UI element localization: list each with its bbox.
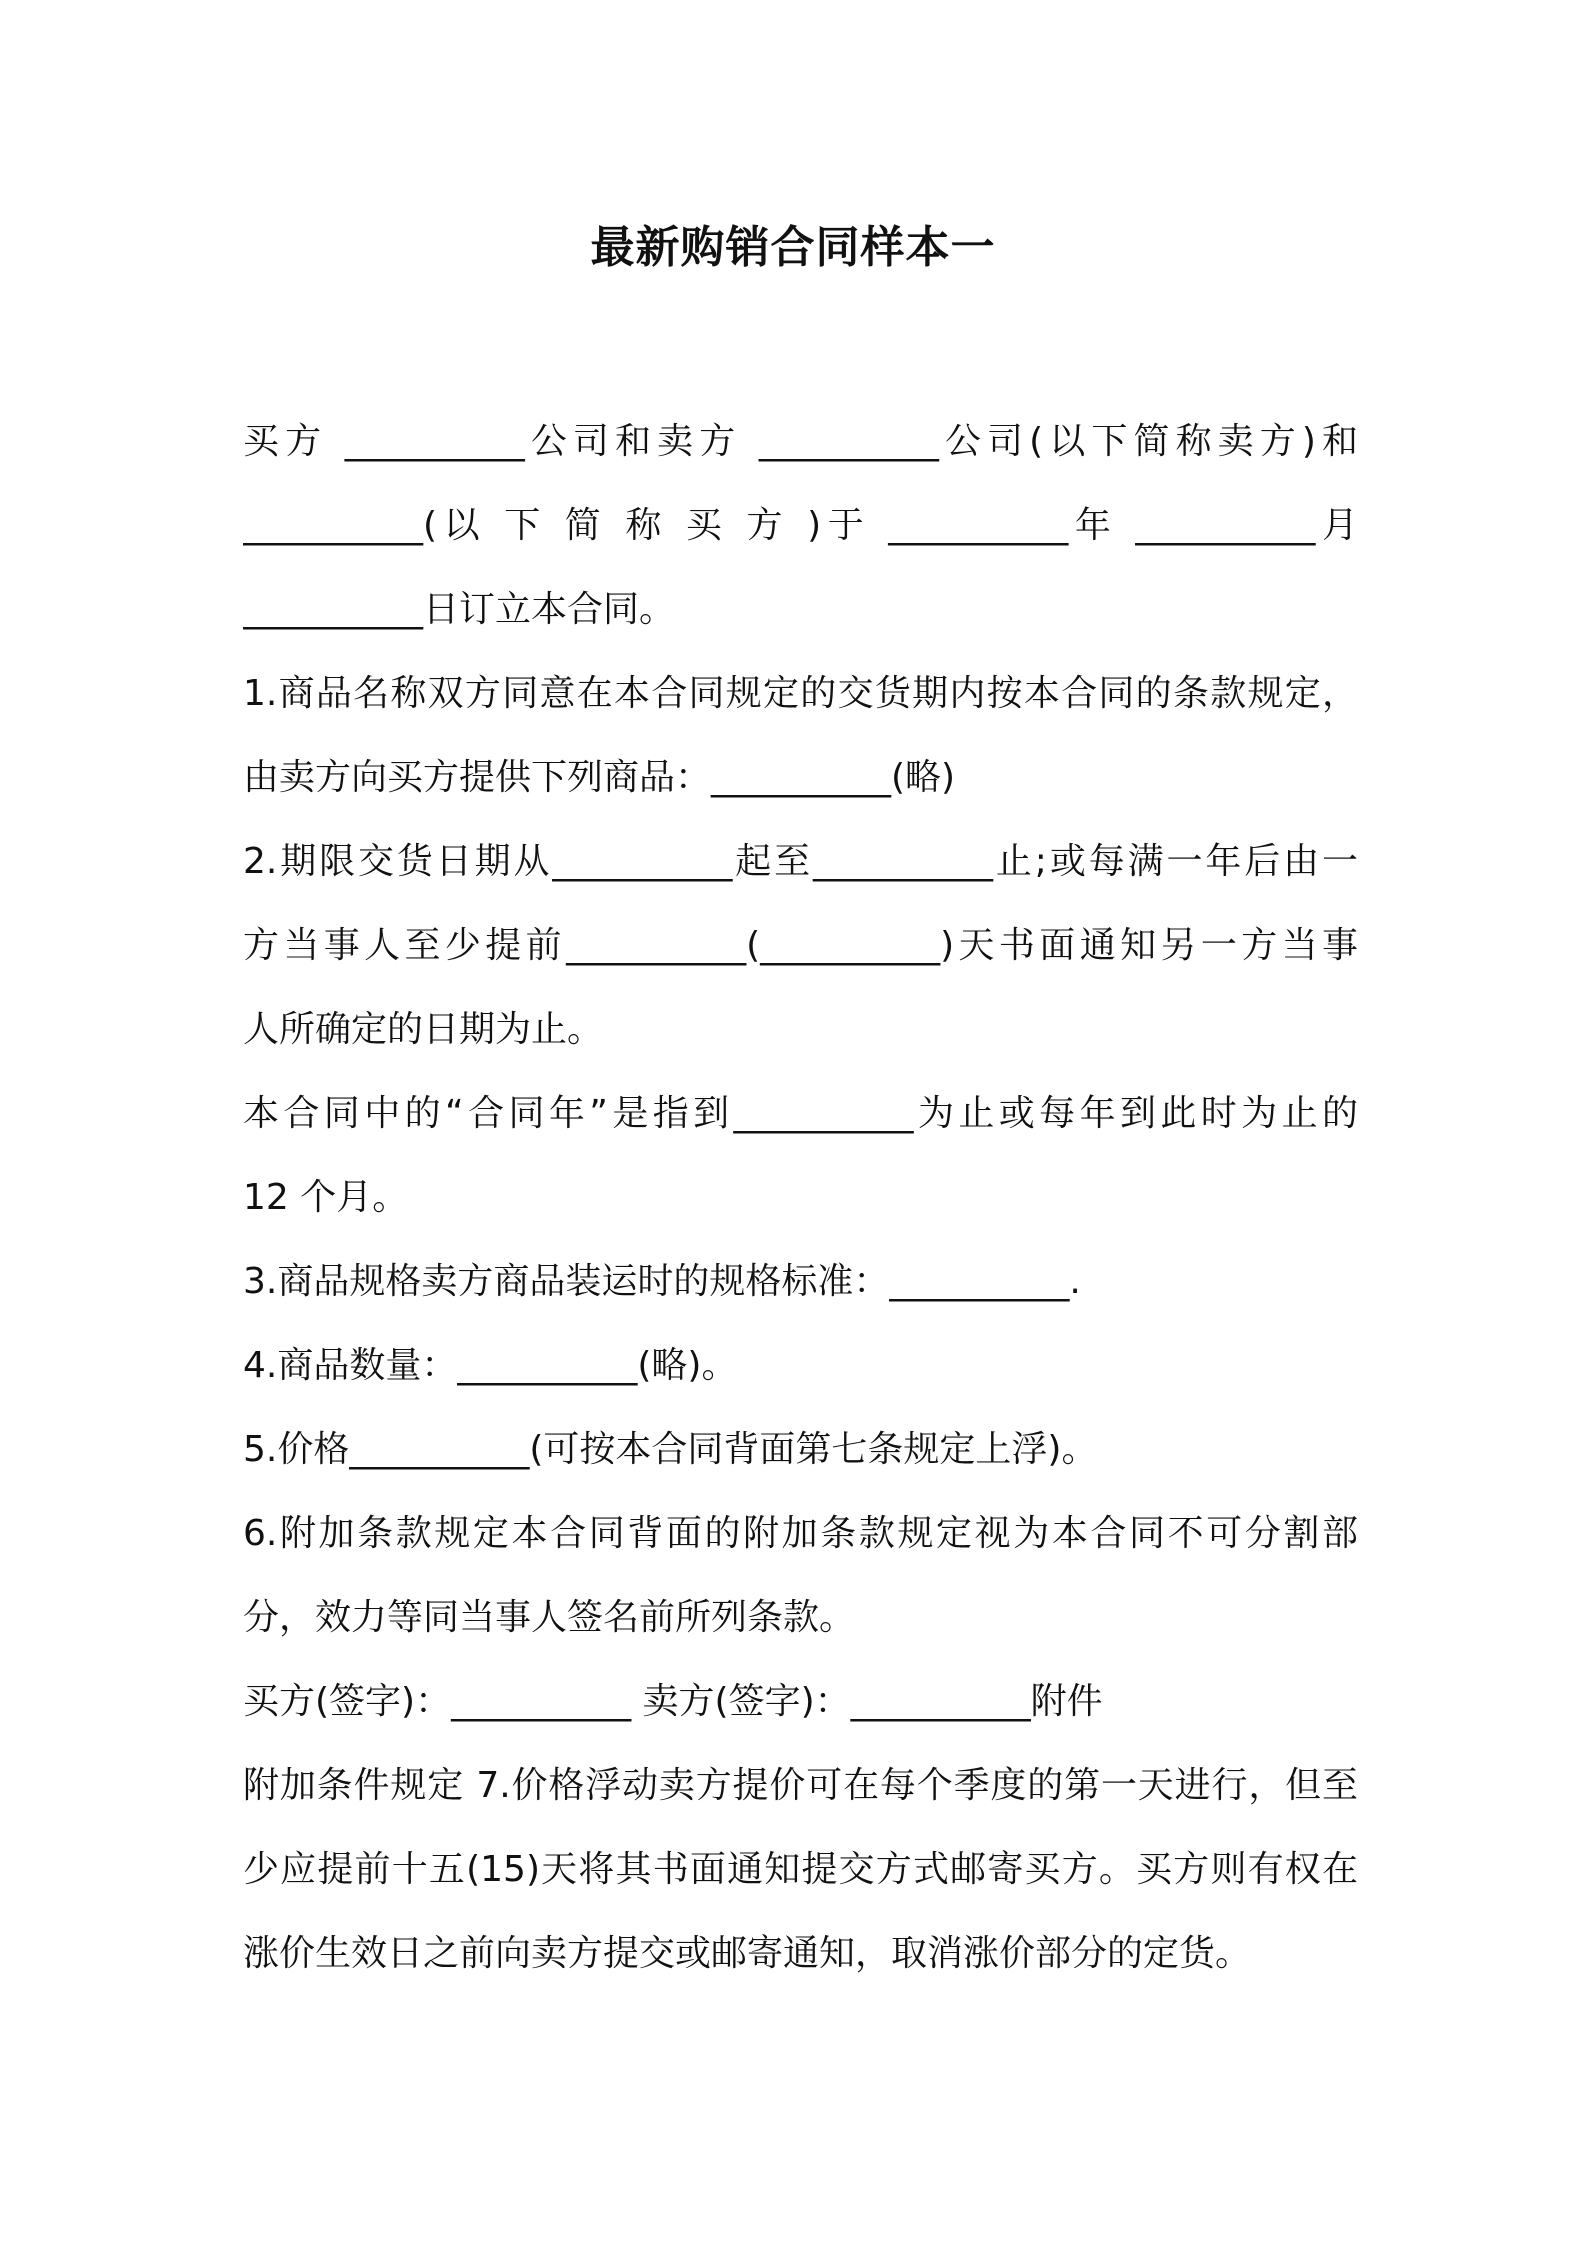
contract-body (243, 400, 1358, 1996)
clause-2-line-1: 2.期限交货日期从__________起至__________止;或每满一年后由一 (243, 841, 1358, 882)
clause-6-line-2: 分，效力等同当事人签名前所列条款。 (243, 1597, 856, 1638)
contract-line-parties-2: __________(以 下 简 称 买 方 )于 __________年 __________月 (243, 505, 1358, 546)
clause-5-line: 5.价格__________(可按本合同背面第七条规定上浮)。 (243, 1429, 1098, 1470)
clause-4-line: 4.商品数量：__________(略)。 (243, 1345, 738, 1386)
clause-3-line: 3.商品规格卖方商品装运时的规格标准：__________. (243, 1261, 1081, 1302)
signature-line: 买方(签字)：__________ 卖方(签字)：__________附件 (243, 1681, 1103, 1722)
clause-6-line-1: 6.附加条款规定本合同背面的附加条款规定视为本合同不可分割部 (243, 1513, 1358, 1554)
document-title: 最新购销合同样本一 (590, 222, 996, 273)
appendix-line-3: 涨价生效日之前向卖方提交或邮寄通知，取消涨价部分的定货。 (243, 1933, 1252, 1974)
contract-line-parties-1: 买方 __________公司和卖方 __________公司(以下简称卖方)和 (243, 421, 1358, 462)
contract-year-line-2: 12 个月。 (243, 1177, 409, 1218)
clause-1-line-1: 1.商品名称双方同意在本合同规定的交货期内按本合同的条款规定， (243, 673, 1358, 714)
clause-2-line-2: 方当事人至少提前__________(__________)天书面通知另一方当事 (243, 925, 1358, 966)
clause-2-line-3: 人所确定的日期为止。 (243, 1009, 604, 1050)
contract-year-line-1: 本合同中的“合同年”是指到__________为止或每年到此时为止的 (243, 1093, 1358, 1134)
appendix-line-1: 附加条件规定 7.价格浮动卖方提价可在每个季度的第一天进行，但至 (243, 1765, 1358, 1806)
appendix-line-2: 少应提前十五(15)天将其书面通知提交方式邮寄买方。买方则有权在 (243, 1849, 1358, 1890)
contract-line-parties-3: __________日订立本合同。 (243, 589, 676, 630)
clause-1-line-2: 由卖方向买方提供下列商品：__________(略) (243, 757, 956, 798)
